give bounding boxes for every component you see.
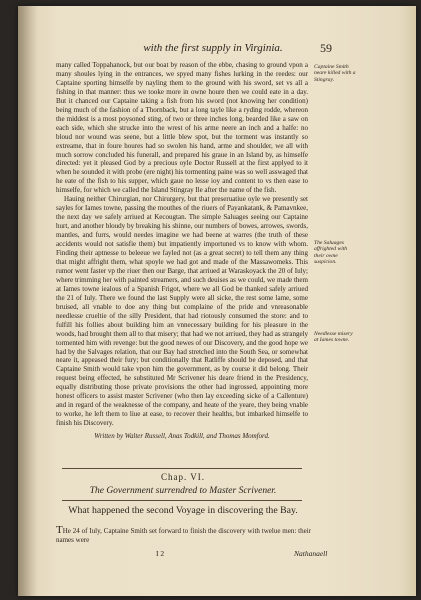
paragraph-1: many called Toppahanock, but our boat by reason of the ebbe, chasing to ground vpon a many shoules lying in the entrances, we spyed many fishes lurking in the reedes: our Captaine sporting himselfe by nayling them to the ground with his sword, set vs all a fishing in that manner: thus we tooke more in owne houre then we could eate in a day. But it chanced our Captaine taking a fish from his sword (not knowing her condition) being much of the fashion of a Thornback, but a long tayle like a ryding rodde, whereon the middest is a most poysoned sting, of two or three inches long, bearded like a saw on each side, which she strucke into the wrest of his arme neere an inch and a halfe: no bloud nor wound was seene, but a little blew spot, but the torment was instantly so extreame, that in foure houres had so swolen his hand, arme and shoulder, we all with much sorrow concluded his funerall, and prepared his graue in an Island by, as himselfe directed: yet it pleased God by a precious oyle Doctor Russell at the first applyed to it when he sounded it with probe (ere night) his tormenting paine was so well asswaged that he eate of the fish to his supper, which gaue no lesse ioy and content to vs then ease to himselfe, for which we called the Island Stingray Ile after the name of the fish.: [56, 61, 308, 195]
chapter-subtitle: What happened the second Voyage in discovering the Bay.: [68, 505, 298, 516]
byline: Written by Walter Russell, Anas Todkill, and Thomas Momford.: [94, 432, 270, 441]
chapter-rule: [62, 468, 302, 469]
book-page: [18, 6, 416, 596]
paragraph-2: Hauing neither Chirurgian, nor Chirurgery, but that preseruatiue oyle we presently set sayles for Iames towne, passing the mouthes of the riuers of Payankatank, & Pamavnkee, the next day we safely arriued at Kecougtan. The simple Saluages seeing our Captaine hurt, and another bloudy by breaking his shinne, our numbers of bowes, arrowes, swords, mantles, and furrs, would needes imagine we had beene at warres (the truth of these accidents would not satisfie them) but impatiently importuned vs to know with whom. Finding their aptnesse to beleeue we fayled not (as a great secret) to tell them any thing that might affright them, what spoyle we had got and made of the Massawomeks. This rumor went faster vp the riuer then our Barge, that arriued at Waraskoyack the 20 of Iuly; where trimming her with painted streamers, and such deuises as we could, we made them at Iames towne iealous of a Spanish Frigot, where we all God be thanked safely arriued the 21 of Iuly. There we found the last Supply were all sicke, the rest some lame, some bruised, all vnable to doe any thing but complaine of the pride and vnreasonable needlesse crueltie of the silly President, that had riotously consumed the store: and to fulfill his follies about building him an vnnecessary building for his pleasure in the woods, had brought them all to that misery; that had we not arriued, they had as strangely tormented him with revenge: but the good newes of our Discovery, and the good hope we had by the Salvages relation, that our Bay had stretched into the South Sea, or somewhat neare it, appeased their fury; but conditionally that Ratliffe should be deposed, and that Captaine Smith would take vpon him the government, as by course it did belong. Their request being effected, he substituted Mr Scrivener his deare friend in the Presidency, equally distributing those private provisions the other had ingrossed, appointing more honest officers to assist master Scrivener (who then lay exceeding sicke of a Callenture) and in regard of the weaknesse of the company, and heate of the yeare, they being vnable to worke, he left them to liue at ease, to recover their healths, but imbarked himselfe to finish his Discovery.: [56, 195, 308, 428]
sidenote-misery: Needlesse misery at Iames towne.: [314, 331, 353, 344]
running-header: with the first supply in Virginia.: [143, 42, 283, 54]
sidenote-saluages: The Saluages affrighted with their owne suspicion.: [314, 240, 348, 266]
chapter-opening-text: He 24 of Iuly, Captaine Smith set forward to finish the discovery with twelue men: their names were: [56, 527, 311, 544]
page-binding-shadow: [18, 6, 38, 596]
signature-mark: I 2: [156, 549, 165, 558]
drop-cap: T: [56, 524, 63, 536]
chapter-title: The Government surrendred to Master Scrivener.: [89, 486, 277, 496]
main-text: [56, 61, 308, 441]
chapter-number: Chap. VI.: [160, 472, 206, 482]
page-number: 59: [320, 41, 332, 55]
sidenote-stingray: Captaine Smith neare killed with a Stingray.: [314, 64, 356, 83]
catchword: Nathanaell: [294, 549, 328, 558]
chapter-opening-paragraph: [56, 526, 311, 545]
chapter-title-rule: [62, 500, 302, 501]
